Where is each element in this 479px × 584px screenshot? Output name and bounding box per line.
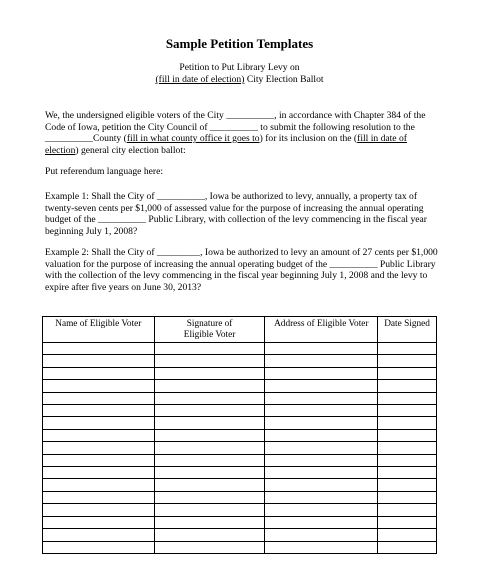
table-row	[43, 541, 437, 554]
name-cell	[43, 491, 155, 503]
date-cell	[378, 479, 437, 491]
address-cell	[265, 392, 378, 404]
header-signature-label: Signature of Eligible Voter	[183, 319, 236, 340]
table-row	[43, 355, 437, 367]
address-cell	[265, 467, 378, 479]
signature-cell	[154, 429, 265, 441]
date-cell	[378, 417, 437, 429]
signature-rows	[43, 343, 437, 554]
table-row	[43, 491, 437, 503]
signature-cell	[154, 355, 265, 367]
date-cell	[378, 442, 437, 454]
address-cell	[265, 504, 378, 516]
name-cell	[43, 529, 155, 541]
referendum-instruction: Put referendum language here:	[45, 166, 164, 177]
name-cell	[43, 442, 155, 454]
example-2: Example 2: Shall the City of _________, Iowa be authorized to levy an amount of 27 cents per $1,000 valuation for the purpose of increasing the annual operating budget of the __________ Public Library with the collection of the levy commencing in the fiscal year beginning July 1, 2008 and the levy to expire after five years on June 30, 2013?	[45, 247, 438, 293]
date-cell	[378, 367, 437, 379]
header-signature	[154, 317, 265, 343]
table-row	[43, 417, 437, 429]
signature-cell	[154, 454, 265, 466]
date-cell	[378, 355, 437, 367]
statement-text-a: We, the undersigned eligible voters of the City __________, in accordance with Chapter 384 of the Code of Iowa, petition the City Council of __________ to submit the following resolution to the __________County (	[45, 110, 426, 144]
address-cell	[265, 380, 378, 392]
address-cell	[265, 454, 378, 466]
table-row	[43, 343, 437, 355]
election-date-placeholder: (fill in date of election)	[155, 74, 245, 85]
signature-cell	[154, 380, 265, 392]
date-cell	[378, 467, 437, 479]
signature-cell	[154, 479, 265, 491]
table-row	[43, 405, 437, 417]
table-row	[43, 504, 437, 516]
signature-cell	[154, 442, 265, 454]
name-cell	[43, 541, 155, 554]
ballot-line-text: City Election Ballot	[244, 74, 324, 85]
date-cell	[378, 380, 437, 392]
signature-cell	[154, 467, 265, 479]
example-1: Example 1: Shall the City of __________, Iowa be authorized to levy, annually, a property tax of twenty-seven cents per $1,000 of assessed value for the purpose of increasing the annual operating budget of the __________ Public Library, with collection of the levy commencing in the fiscal year beginning July 1, 2008?	[45, 191, 427, 237]
petition-subtitle: Petition to Put Library Levy on	[179, 62, 300, 73]
table-row	[43, 380, 437, 392]
name-cell	[43, 392, 155, 404]
name-cell	[43, 417, 155, 429]
date-cell	[378, 392, 437, 404]
county-office-placeholder: fill in what county office it goes to	[126, 133, 260, 144]
date-cell	[378, 405, 437, 417]
header-name: Name of Eligible Voter	[43, 317, 155, 343]
date-cell	[378, 454, 437, 466]
name-cell	[43, 504, 155, 516]
address-cell	[265, 417, 378, 429]
name-cell	[43, 405, 155, 417]
name-cell	[43, 454, 155, 466]
address-cell	[265, 343, 378, 355]
table-row	[43, 479, 437, 491]
name-cell	[43, 479, 155, 491]
name-cell	[43, 516, 155, 528]
address-cell	[265, 367, 378, 379]
ballot-line	[0, 74, 479, 85]
address-cell	[265, 355, 378, 367]
table-row	[43, 467, 437, 479]
date-cell	[378, 516, 437, 528]
name-cell	[43, 429, 155, 441]
signature-cell	[154, 504, 265, 516]
table-row	[43, 454, 437, 466]
petition-statement	[45, 110, 440, 156]
address-cell	[265, 479, 378, 491]
table-row	[43, 392, 437, 404]
date-cell	[378, 529, 437, 541]
name-cell	[43, 467, 155, 479]
address-cell	[265, 529, 378, 541]
header-date: Date Signed	[378, 317, 437, 343]
signature-cell	[154, 367, 265, 379]
address-cell	[265, 405, 378, 417]
name-cell	[43, 367, 155, 379]
table-row	[43, 429, 437, 441]
address-cell	[265, 541, 378, 554]
address-cell	[265, 516, 378, 528]
statement-text-c: ) for its inclusion on the (	[259, 133, 358, 144]
address-cell	[265, 429, 378, 441]
signature-cell	[154, 516, 265, 528]
date-cell	[378, 491, 437, 503]
signature-cell	[154, 405, 265, 417]
signature-cell	[154, 541, 265, 554]
election-date-placeholder-2: fill in date of election	[45, 133, 407, 156]
name-cell	[43, 380, 155, 392]
name-cell	[43, 355, 155, 367]
signature-table	[42, 316, 437, 554]
date-cell	[378, 429, 437, 441]
signature-cell	[154, 417, 265, 429]
table-row	[43, 367, 437, 379]
table-header-row	[43, 317, 437, 343]
signature-cell	[154, 529, 265, 541]
date-cell	[378, 541, 437, 554]
table-row	[43, 516, 437, 528]
signature-cell	[154, 343, 265, 355]
table-row	[43, 442, 437, 454]
statement-text-e: ) general city election ballot:	[75, 144, 186, 156]
name-cell	[43, 343, 155, 355]
page-title: Sample Petition Templates	[165, 36, 314, 51]
header-address: Address of Eligible Voter	[265, 317, 378, 343]
table-row	[43, 529, 437, 541]
address-cell	[265, 442, 378, 454]
address-cell	[265, 491, 378, 503]
signature-cell	[154, 392, 265, 404]
date-cell	[378, 343, 437, 355]
signature-cell	[154, 491, 265, 503]
date-cell	[378, 504, 437, 516]
